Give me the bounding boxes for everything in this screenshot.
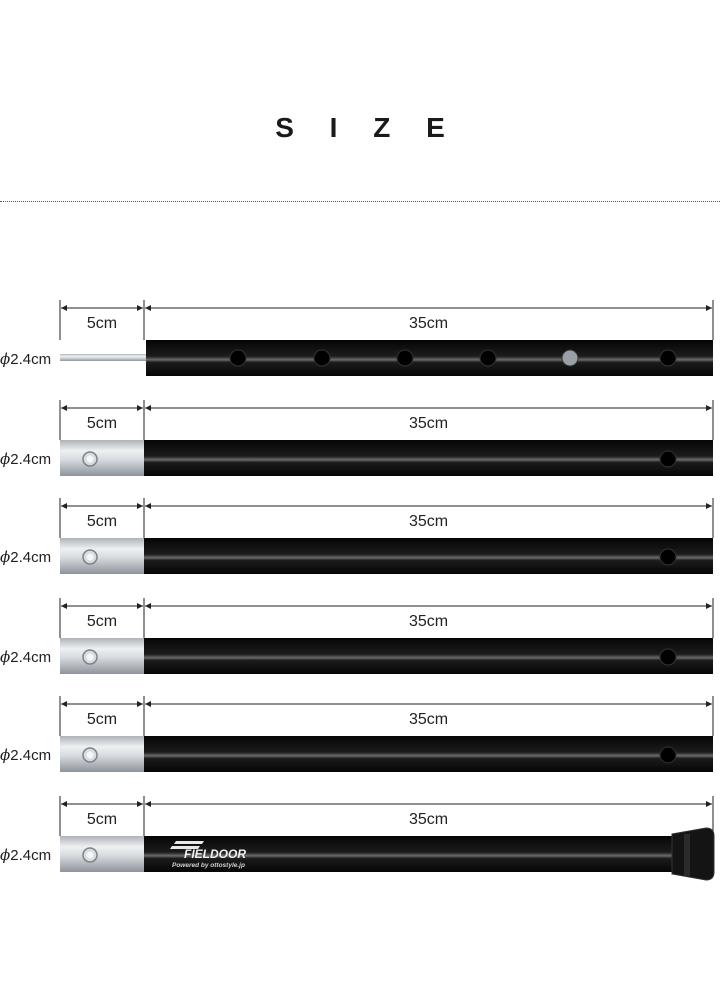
diameter-symbol: ϕ (0, 846, 11, 864)
brand-tagline: Powered by ottostyle.jp (172, 862, 245, 869)
hole-icon (660, 649, 676, 665)
diameter-value: 2.4cm (10, 649, 52, 666)
pole-body (144, 638, 713, 674)
hole-icon (660, 451, 676, 467)
arrow-head (61, 405, 67, 411)
arrow-head (145, 503, 151, 509)
pole-row (0, 494, 720, 574)
arrow-head (61, 503, 67, 509)
arrow-head (706, 801, 712, 807)
arrow-head (145, 801, 151, 807)
button-pin-highlight (87, 456, 94, 463)
hole-icon (230, 350, 246, 366)
rubber-foot-cap (672, 828, 714, 880)
pole-diagram (0, 494, 720, 574)
arrow-head (61, 701, 67, 707)
pole-row (0, 594, 720, 674)
pole-row (0, 792, 720, 872)
section-length-label: 5cm (86, 613, 118, 630)
arrow-head (706, 503, 712, 509)
body-length-label: 35cm (408, 315, 449, 332)
arrow-head (61, 305, 67, 311)
hole-icon (314, 350, 330, 366)
pole-diagram (0, 792, 720, 872)
arrow-head (145, 405, 151, 411)
arrow-head (61, 603, 67, 609)
arrow-head (145, 701, 151, 707)
pole-body (144, 736, 713, 772)
body-length-label: 35cm (408, 415, 449, 432)
arrow-head (137, 701, 143, 707)
arrow-head (145, 603, 151, 609)
body-length-label: 35cm (408, 513, 449, 530)
diameter-symbol: ϕ (0, 648, 11, 666)
arrow-head (706, 603, 712, 609)
pole-row (0, 396, 720, 476)
connector-pin (60, 354, 148, 361)
arrow-head (137, 603, 143, 609)
button-pin-highlight (87, 554, 94, 561)
body-length-label: 35cm (408, 613, 449, 630)
silver-joint (60, 736, 146, 772)
button-pin-highlight (87, 654, 94, 661)
diameter-value: 2.4cm (10, 847, 52, 864)
arrow-head (706, 405, 712, 411)
pole-body (144, 440, 713, 476)
diameter-label (0, 450, 51, 468)
diameter-label (0, 846, 51, 864)
button-pin-highlight (87, 752, 94, 759)
pole-diagram (0, 296, 720, 376)
arrow-head (137, 305, 143, 311)
hole-icon (660, 747, 676, 763)
diameter-symbol: ϕ (0, 548, 11, 566)
pole-row (0, 296, 720, 376)
arrow-head (61, 801, 67, 807)
silver-joint (60, 538, 146, 574)
section-length-label: 5cm (86, 513, 118, 530)
diameter-value: 2.4cm (10, 451, 52, 468)
section-length-label: 5cm (86, 415, 118, 432)
arrow-head (137, 405, 143, 411)
diameter-value: 2.4cm (10, 549, 52, 566)
silver-joint (60, 836, 146, 872)
diameter-symbol: ϕ (0, 350, 11, 368)
arrow-head (706, 701, 712, 707)
hole-icon (480, 350, 496, 366)
dotted-divider (0, 201, 720, 202)
hole-icon (660, 549, 676, 565)
diameter-symbol: ϕ (0, 746, 11, 764)
diameter-label (0, 350, 51, 368)
pole-row (0, 692, 720, 772)
diameter-value: 2.4cm (10, 351, 52, 368)
diameter-label (0, 548, 51, 566)
section-length-label: 5cm (86, 811, 118, 828)
hole-icon (660, 350, 676, 366)
silver-joint (60, 440, 146, 476)
pole-diagram (0, 594, 720, 674)
section-length-label: 5cm (86, 711, 118, 728)
arrow-head (137, 801, 143, 807)
page-title: S I Z E (275, 112, 459, 143)
body-length-label: 35cm (408, 711, 449, 728)
arrow-head (145, 305, 151, 311)
diameter-symbol: ϕ (0, 450, 11, 468)
diameter-value: 2.4cm (10, 747, 52, 764)
pole-diagram (0, 692, 720, 772)
diameter-label (0, 648, 51, 666)
hole-icon (397, 350, 413, 366)
section-length-label: 5cm (86, 315, 118, 332)
brand-name: FIELDOOR (184, 847, 246, 861)
foot-ridge (684, 834, 690, 876)
body-length-label: 35cm (408, 811, 449, 828)
silver-joint (60, 638, 146, 674)
pole-diagram (0, 396, 720, 476)
diameter-label (0, 746, 51, 764)
button-pin-highlight (87, 852, 94, 859)
arrow-head (706, 305, 712, 311)
hole-icon (562, 350, 578, 366)
arrow-head (137, 503, 143, 509)
pole-body (144, 538, 713, 574)
